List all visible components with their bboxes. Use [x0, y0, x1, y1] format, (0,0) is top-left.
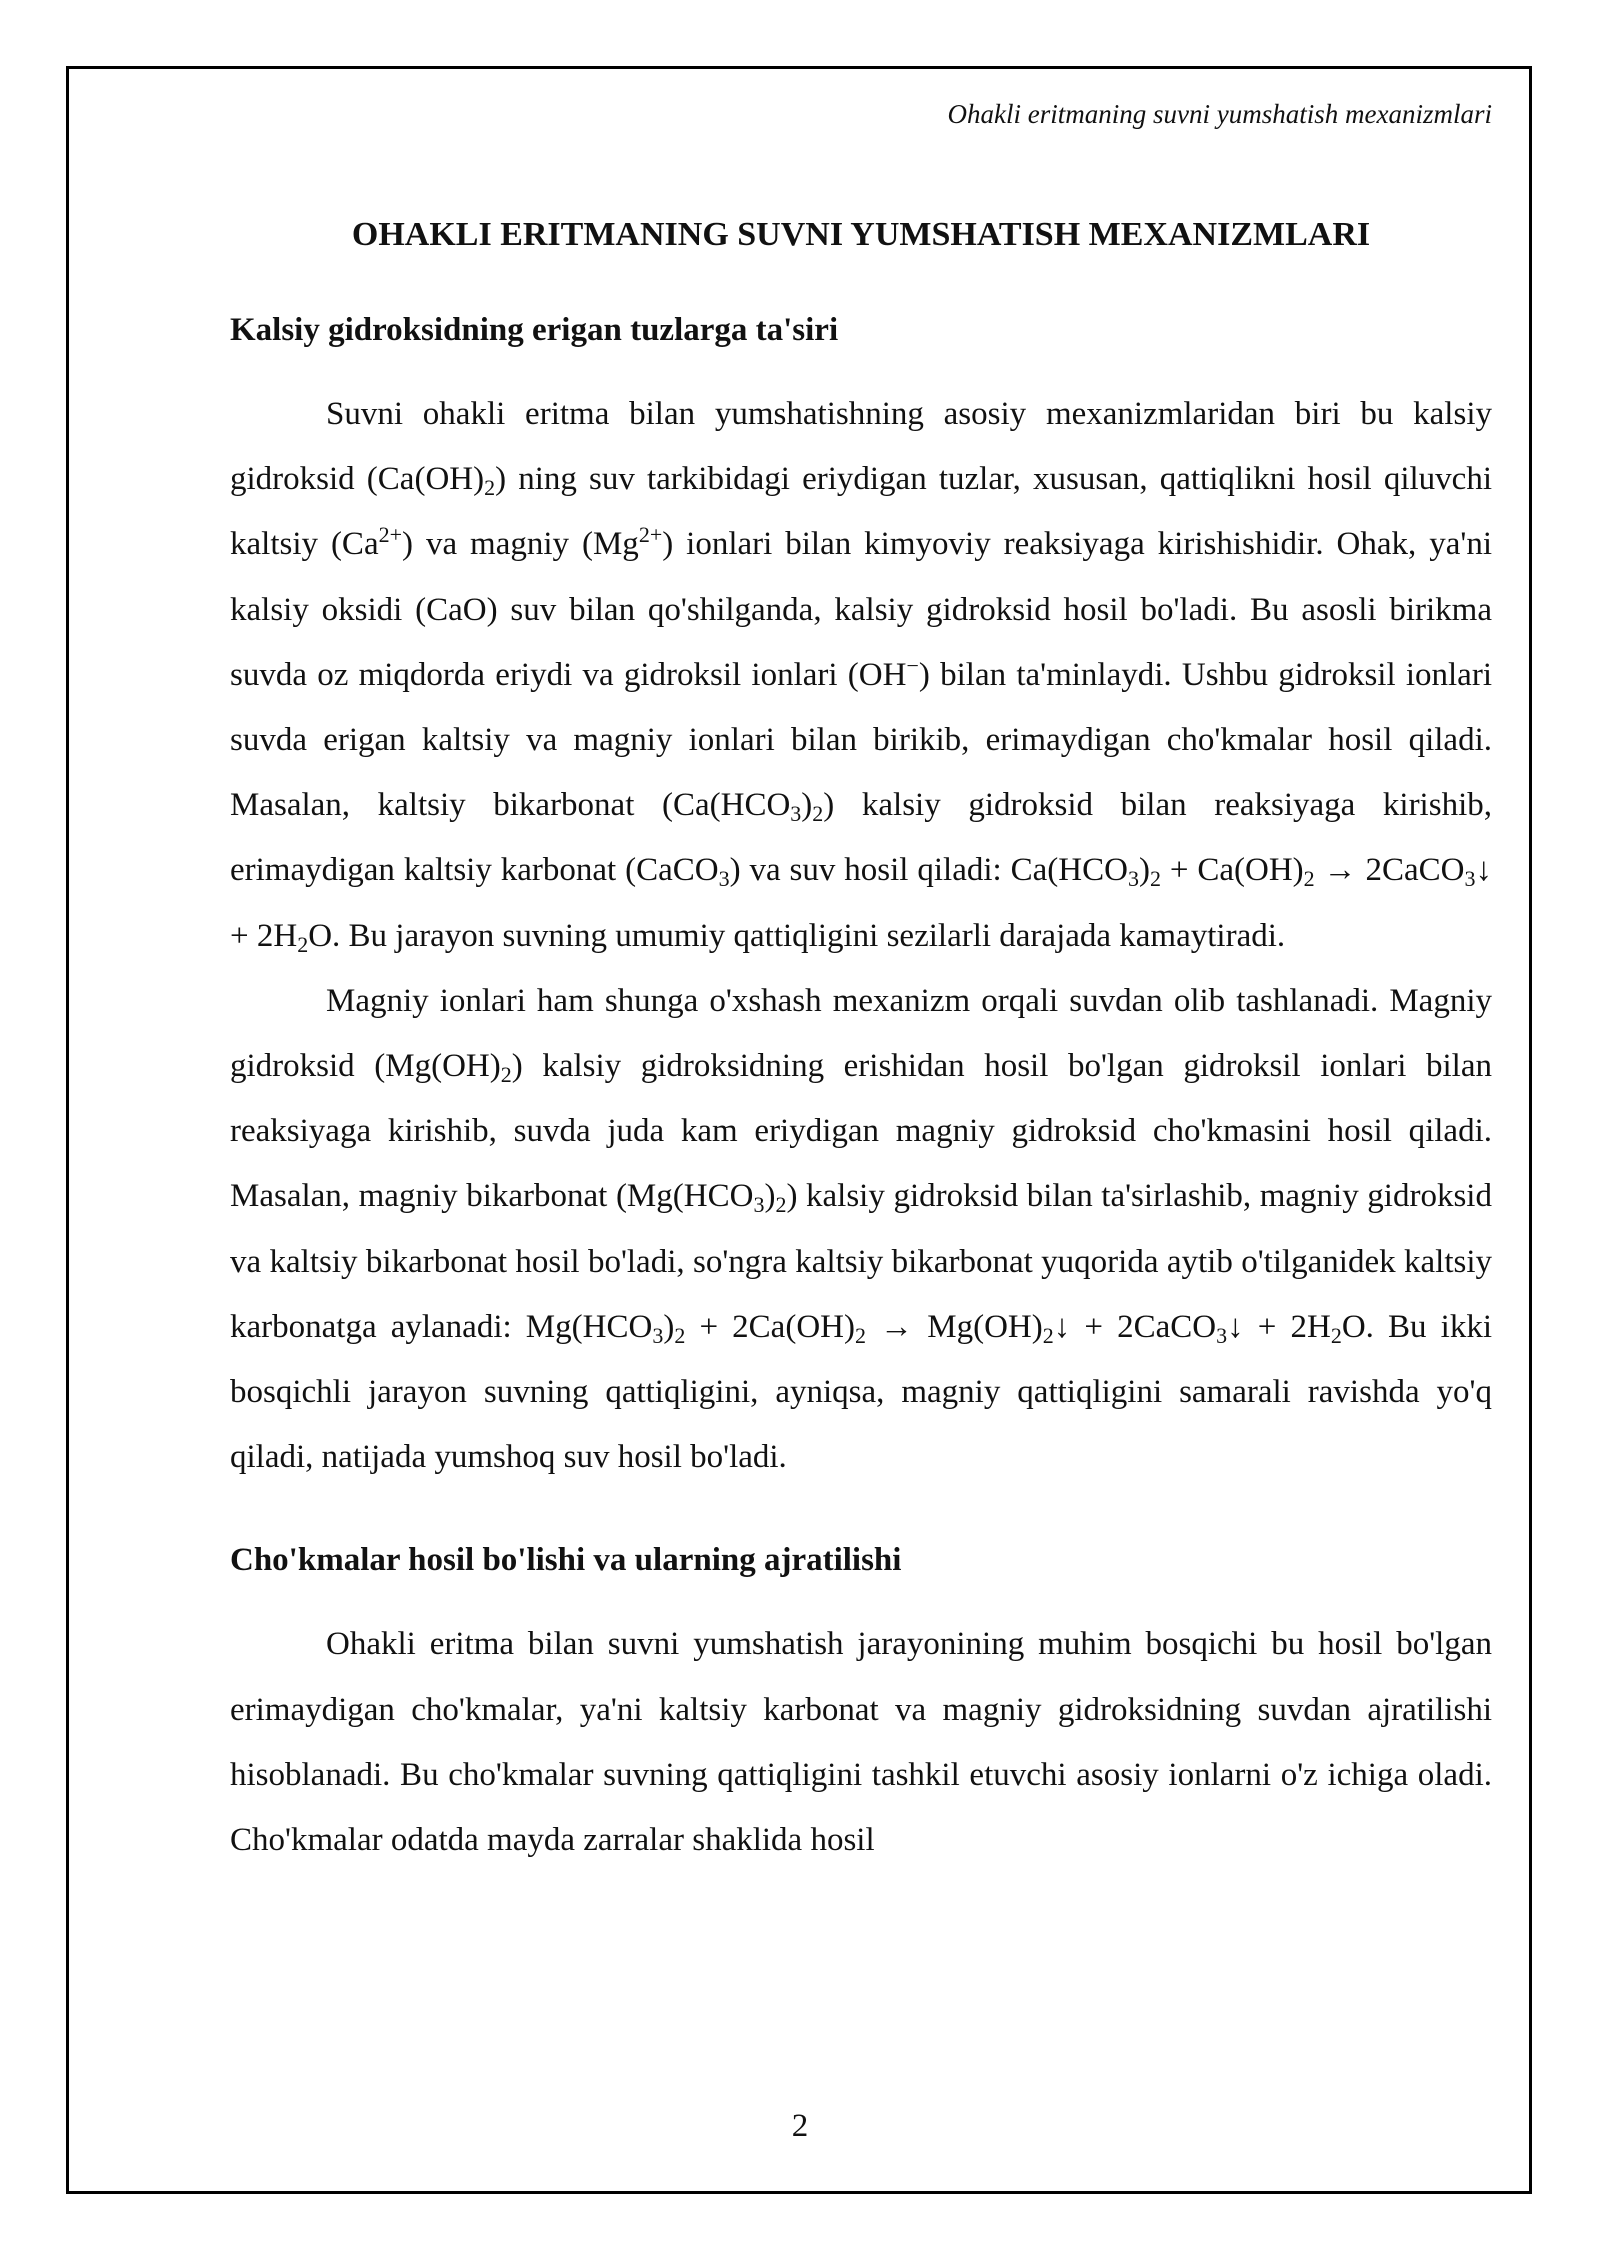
- subscript: 3: [652, 1322, 664, 1348]
- document-body: [230, 212, 1492, 1873]
- running-header: Ohakli eritmaning suvni yumshatish mexanizmlari: [947, 99, 1492, 129]
- subscript: 3: [790, 801, 802, 827]
- subscript: 2: [1149, 866, 1161, 892]
- superscript: 2+: [638, 522, 663, 548]
- subscript: 2: [812, 801, 824, 827]
- paragraph: Ohakli eritma bilan suvni yumshatish jarayonining muhim bosqichi bu hosil bo'lgan erimaydigan cho'kmalar, ya'ni kaltsiy karbonat va magniy gidroksidning suvdan ajratilishi hisoblanadi. Bu cho'kmalar suvning qattiqligini tashkil etuvchi asosiy ionlarni o'z ichiga oladi. Cho'kmalar odatda mayda zarralar shaklida hosil: [230, 1626, 1492, 1859]
- section-heading: Cho'kmalar hosil bo'lishi va ularning ajratilishi: [230, 1542, 902, 1579]
- page-number: 2: [791, 2108, 809, 2144]
- paragraph: Suvni ohakli eritma bilan yumshatishning asosiy mexanizmlaridan biri bu kalsiy gidroksid $(Ca(OH)_2)$ ning suv tarkibidagi eriydigan tuzlar, xususan, qattiqlikni hosil qiluvchi kaltsiy $(Ca^{2+})$ va magniy $(Mg^{2+})$ ionlari bilan kimyoviy reaksiyaga kirishishidir. Ohak, ya'ni kalsiy oksidi (CaO) suv bilan qo'shilganda, kalsiy gidroksid hosil bo'ladi. Bu asosli birikma suvda oz miqdorda eriydi va gidroksil ionlari (OH−) bilan ta'minlaydi. Ushbu gidroksil ionlari suvda erigan kaltsiy va magniy ionlari bilan birikib, erimaydigan cho'kmalar hosil qiladi. Masalan, kaltsiy bikarbonat $(Ca(HCO_3)_2)$ kalsiy gidroksid bilan reaksiyaga kirishib, erimaydigan kaltsiy karbonat (CaCO$_3$) va suv hosil qiladi: $Ca(HCO_3)_2 + Ca(OH)_2$ → 2CaCO$_3$↓ + $2H_2O$. Bu jarayon suvning umumiy qattiqligini sezilarli darajada kamaytiradi.: [230, 396, 1492, 957]
- subscript: 2: [484, 475, 496, 501]
- subscript: 3: [753, 1192, 765, 1218]
- subscript: 2: [775, 1192, 787, 1218]
- subscript: 3: [1216, 1322, 1228, 1348]
- subscript: 2: [1330, 1322, 1342, 1348]
- subscript: 3: [1464, 866, 1476, 892]
- subscript: 2: [1042, 1322, 1054, 1348]
- subscript: 3: [1127, 866, 1139, 892]
- subscript: 2: [500, 1062, 512, 1088]
- subscript: 2: [1303, 866, 1315, 892]
- subscript: 2: [674, 1322, 686, 1348]
- paragraph: Magniy ionlari ham shunga o'xshash mexanizm orqali suvdan olib tashlanadi. Magniy gidroksid $(Mg(OH)_2)$ kalsiy gidroksidning erishidan hosil bo'lgan gidroksil ionlari bilan reaksiyaga kirishib, suvda juda kam eriydigan magniy gidroksid cho'kmasini hosil qiladi. Masalan, magniy bikarbonat $(Mg(HCO_3)_2)$ kalsiy gidroksid bilan ta'sirlashib, magniy gidroksid va kaltsiy bikarbonat hosil bo'ladi, so'ngra kaltsiy bikarbonat yuqorida aytib o'tilganidek kaltsiy karbonatga aylanadi: $Mg(HCO_3)_2 + 2Ca(OH)_2$ → $Mg(OH)_2↓$ + 2CaCO$_3$↓ + $2H_2O$. Bu ikki bosqichli jarayon suvning qattiqligini, ayniqsa, magniy qattiqligini samarali ravishda yo'q qiladi, natijada yumshoq suv hosil bo'ladi.: [230, 982, 1492, 1476]
- subscript: 2: [854, 1322, 866, 1348]
- subscript: 2: [297, 931, 309, 957]
- page-title: OHAKLI ERITMANING SUVNI YUMSHATISH MEXANIZMLARI: [351, 216, 1371, 253]
- superscript: 2+: [378, 522, 403, 548]
- subscript: 3: [718, 866, 730, 892]
- section-heading: Kalsiy gidroksidning erigan tuzlarga ta'siri: [230, 312, 839, 348]
- superscript: −: [906, 652, 919, 678]
